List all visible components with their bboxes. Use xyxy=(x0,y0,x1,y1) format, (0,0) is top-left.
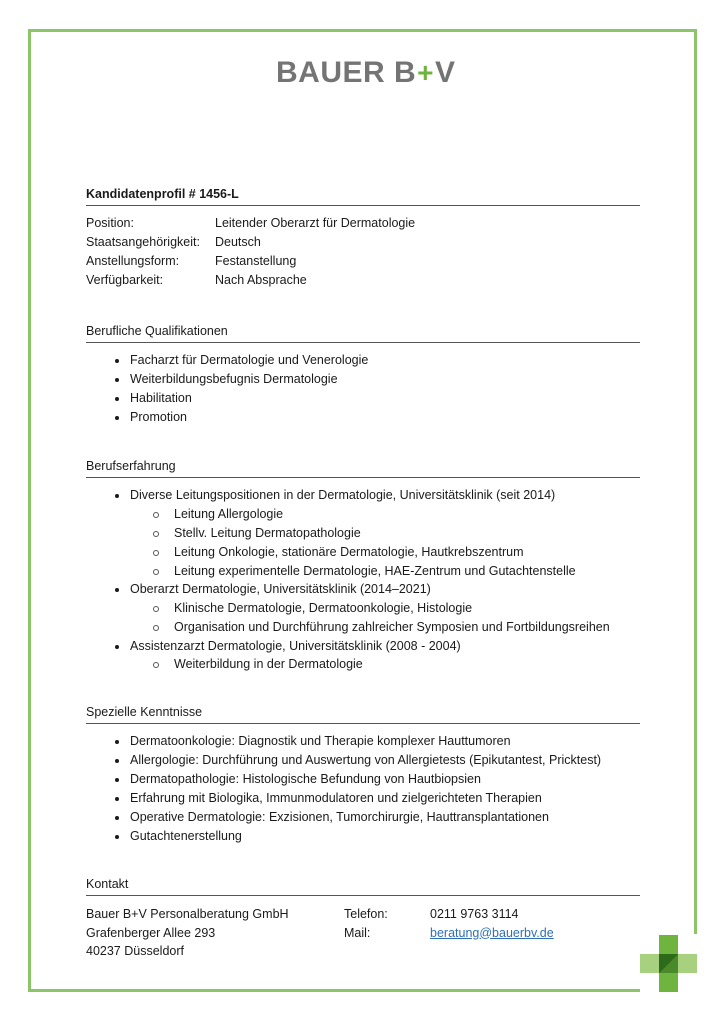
field-value: Festanstellung xyxy=(215,254,297,268)
list-item-text: Weiterbildungsbefugnis Dermatologie xyxy=(130,372,338,386)
list-item xyxy=(130,637,461,656)
list-item xyxy=(130,732,511,751)
bullet-icon xyxy=(115,494,119,498)
sub-list-item-text: Leitung Onkologie, stationäre Dermatologie, Hautkrebszentrum xyxy=(174,545,524,559)
sub-list-item-text: Leitung experimentelle Dermatologie, HAE-Zentrum und Gutachtenstelle xyxy=(174,564,576,578)
list-item xyxy=(130,370,338,389)
list-item xyxy=(130,827,242,846)
list-item-text: Erfahrung mit Biologika, Immunmodulatoren und zielgerichteten Therapien xyxy=(130,791,542,805)
bullet-icon xyxy=(115,778,119,782)
bullet-icon xyxy=(115,416,119,420)
sub-list-item xyxy=(174,543,524,562)
city-address: 40237 Düsseldorf xyxy=(86,944,184,958)
list-item-text: Promotion xyxy=(130,410,187,424)
bullet-icon xyxy=(115,835,119,839)
list-item-text: Oberarzt Dermatologie, Universitätsklinik (2014–2021) xyxy=(130,582,431,596)
list-item-text: Assistenzarzt Dermatologie, Universitätsklinik (2008 - 2004) xyxy=(130,639,461,653)
circle-bullet-icon xyxy=(153,512,159,518)
sub-list-item xyxy=(174,655,363,674)
sub-list-item xyxy=(174,505,283,524)
list-item-text: Habilitation xyxy=(130,391,192,405)
field-employment-type xyxy=(86,252,296,271)
sub-list-item-text: Klinische Dermatologie, Dermatoonkologie, Histologie xyxy=(174,601,473,615)
bullet-icon xyxy=(115,816,119,820)
list-item-text: Allergologie: Durchführung und Auswertung von Allergietests (Epikutantest, Pricktest) xyxy=(130,753,602,767)
frame-border-bottom xyxy=(28,989,640,992)
bullet-icon xyxy=(115,797,119,801)
circle-bullet-icon xyxy=(153,569,159,575)
company-logo xyxy=(276,55,456,91)
contact-heading: Kontakt xyxy=(86,876,640,896)
list-item xyxy=(130,751,601,770)
circle-bullet-icon xyxy=(153,625,159,631)
sub-list-item-text: Organisation und Durchführung zahlreicher Symposien und Fortbildungsreihen xyxy=(174,620,610,634)
list-item-text: Dermatopathologie: Histologische Befundung von Hautbiopsien xyxy=(130,772,481,786)
bullet-icon xyxy=(115,359,119,363)
list-item xyxy=(130,408,187,427)
list-item xyxy=(130,770,481,789)
mail-label: Mail: xyxy=(344,925,371,940)
logo-plus: + xyxy=(417,57,435,88)
frame-border-left xyxy=(28,29,31,992)
contact-values xyxy=(430,905,554,942)
list-item-text: Dermatoonkologie: Diagnostik und Therapie komplexer Hauttumoren xyxy=(130,734,511,748)
sub-list-item xyxy=(174,524,361,543)
contact-address xyxy=(86,905,289,961)
bullet-icon xyxy=(115,759,119,763)
list-item-text: Gutachtenerstellung xyxy=(130,829,242,843)
logo-text-left: BAUER B xyxy=(276,56,417,89)
field-nationality xyxy=(86,233,261,252)
field-position xyxy=(86,214,415,233)
field-label: Staatsangehörigkeit: xyxy=(86,235,200,249)
bullet-icon xyxy=(115,740,119,744)
field-value: Leitender Oberarzt für Dermatologie xyxy=(215,216,416,230)
field-label: Anstellungsform: xyxy=(86,254,180,268)
bullet-icon xyxy=(115,588,119,592)
phone-label: Telefon: xyxy=(344,907,388,921)
sub-list-item xyxy=(174,599,472,618)
list-item xyxy=(130,789,542,808)
list-item-text: Diverse Leitungspositionen in der Dermatologie, Universitätsklinik (seit 2014) xyxy=(130,488,556,502)
field-value: Deutsch xyxy=(215,235,261,249)
company-name: Bauer B+V Personalberatung GmbH xyxy=(86,907,289,921)
frame-border-right xyxy=(694,29,697,934)
qualifications-heading: Berufliche Qualifikationen xyxy=(86,323,640,343)
field-availability xyxy=(86,271,307,290)
street-address: Grafenberger Allee 293 xyxy=(86,925,216,940)
list-item xyxy=(130,389,192,408)
sub-list-item xyxy=(174,562,576,581)
circle-bullet-icon xyxy=(153,550,159,556)
phone-number: 0211 9763 3114 xyxy=(430,907,519,921)
email-link[interactable]: beratung@bauerbv.de xyxy=(430,925,554,940)
contact-labels xyxy=(344,905,388,942)
cross-center xyxy=(659,954,678,973)
profile-title: Kandidatenprofil # 1456-L xyxy=(86,186,640,206)
list-item-text: Operative Dermatologie: Exzisionen, Tumorchirurgie, Hauttransplantationen xyxy=(130,810,549,824)
skills-heading: Spezielle Kenntnisse xyxy=(86,704,640,724)
sub-list-item-text: Leitung Allergologie xyxy=(174,507,284,521)
list-item xyxy=(130,580,431,599)
frame-border-top xyxy=(28,29,697,32)
field-label: Verfügbarkeit: xyxy=(86,273,164,287)
experience-heading: Berufserfahrung xyxy=(86,458,640,478)
list-item xyxy=(130,351,368,370)
field-label: Position: xyxy=(86,216,134,230)
bullet-icon xyxy=(115,378,119,382)
sub-list-item-text: Weiterbildung in der Dermatologie xyxy=(174,657,363,671)
circle-bullet-icon xyxy=(153,662,159,668)
field-value: Nach Absprache xyxy=(215,273,307,287)
circle-bullet-icon xyxy=(153,606,159,612)
logo-text-right: V xyxy=(435,56,456,89)
circle-bullet-icon xyxy=(153,531,159,537)
list-item-text: Facharzt für Dermatologie und Venerologie xyxy=(130,353,369,367)
list-item xyxy=(130,808,549,827)
list-item xyxy=(130,486,555,505)
sub-list-item-text: Stellv. Leitung Dermatopathologie xyxy=(174,526,361,540)
bullet-icon xyxy=(115,645,119,649)
bullet-icon xyxy=(115,397,119,401)
sub-list-item xyxy=(174,618,610,637)
